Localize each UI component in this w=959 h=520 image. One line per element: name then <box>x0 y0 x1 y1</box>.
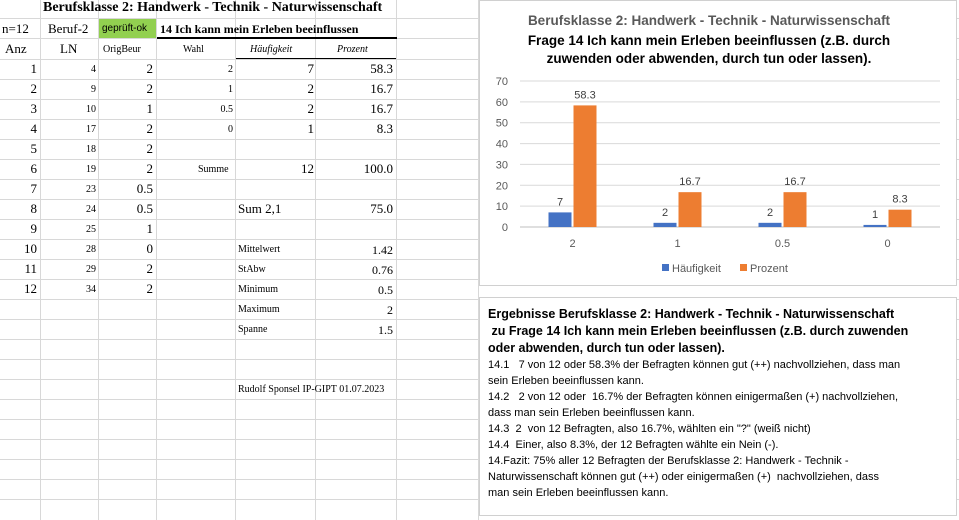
chart-title-line3: zuwenden oder abwenden, durch tun oder lassen). <box>546 51 872 66</box>
chart-y-tick-label: 10 <box>495 201 508 214</box>
row-origbeur: 2 <box>146 281 153 296</box>
row-ln: 18 <box>86 144 96 155</box>
results-heading3: oder abwenden, durch tun oder lassen). <box>488 341 725 355</box>
results-line: man sein Erleben beeinflussen kann. <box>488 487 669 499</box>
results-line: sein Erleben beeinflussen kann. <box>488 375 644 387</box>
stat-label: Maximum <box>238 304 280 315</box>
bar-prozent <box>784 192 807 227</box>
bar-value-label: 58.3 <box>574 89 596 102</box>
sum21-label: Sum 2,1 <box>238 201 282 216</box>
row-anz: 10 <box>24 241 37 256</box>
freq-wahl: 1 <box>228 84 233 95</box>
row-ln: 17 <box>86 124 96 135</box>
legend-swatch <box>662 264 669 271</box>
bar-haeufigkeit <box>549 212 572 227</box>
row-ln: 23 <box>86 184 96 195</box>
bar-haeufigkeit <box>759 223 782 227</box>
chart-x-tick-label: 0 <box>884 238 891 250</box>
bar-chart <box>480 1 958 287</box>
row-ln: 24 <box>86 204 96 215</box>
row-origbeur: 1 <box>146 221 153 236</box>
row-ln: 34 <box>86 284 96 295</box>
header-prozent: Prozent <box>337 44 368 55</box>
summe-p: 100.0 <box>363 161 393 176</box>
bar-prozent <box>679 192 702 227</box>
results-line: Naturwissenschaft können gut (++) oder einigermaßen (+) nachvollziehen, dass <box>488 471 880 483</box>
chart-x-ticks <box>569 238 890 250</box>
question-underline <box>157 37 397 39</box>
chart-y-tick-label: 60 <box>495 96 508 109</box>
freq-p: 16.7 <box>370 81 393 96</box>
chart-y-ticks <box>496 76 508 234</box>
stat-value: 2 <box>387 303 393 317</box>
stat-label: Spanne <box>238 324 268 335</box>
row-ln: 25 <box>86 224 96 235</box>
chart-y-tick-label: 50 <box>495 117 508 130</box>
row-ln: 28 <box>86 244 96 255</box>
row-anz: 1 <box>30 61 37 76</box>
chart-bars <box>549 105 912 227</box>
row-anz: 9 <box>30 221 37 236</box>
freq-wahl: 2 <box>228 64 233 75</box>
bar-haeufigkeit <box>654 223 677 227</box>
chart-y-tick-label: 70 <box>495 76 508 88</box>
chart-x-tick-label: 2 <box>569 238 576 250</box>
chart-panel <box>479 0 957 286</box>
row-anz: 11 <box>24 261 37 276</box>
chart-y-tick-label: 30 <box>495 159 508 172</box>
bar-value-label: 7 <box>556 196 564 209</box>
summe-h: 12 <box>301 161 314 176</box>
results-panel <box>479 297 957 516</box>
results-line: 14.3 2 von 12 Befragten, also 16.7%, wählten ein "?" (weiß nicht) <box>488 423 811 435</box>
n-label: n=12 <box>2 21 29 36</box>
legend-label: Prozent <box>750 263 788 275</box>
row-anz: 7 <box>30 181 37 196</box>
header-anz: Anz <box>5 41 27 56</box>
row-origbeur: 2 <box>146 161 153 176</box>
bar-value-label: 16.7 <box>784 176 806 189</box>
row-anz: 8 <box>30 201 37 216</box>
header-origbeur: OrigBeur <box>103 44 141 55</box>
chart-legend <box>662 263 788 275</box>
sheet-title: Berufsklasse 2: Handwerk - Technik - Naturwissenschaft <box>43 0 383 15</box>
row-ln: 4 <box>91 64 96 75</box>
header-wahl: Wahl <box>183 44 204 55</box>
bar-value-label: 2 <box>661 206 669 219</box>
freq-h: 7 <box>307 61 314 76</box>
stat-label: Minimum <box>238 284 279 295</box>
row-origbeur: 2 <box>146 121 153 136</box>
freq-h: 1 <box>307 121 314 136</box>
row-origbeur: 0.5 <box>136 201 153 216</box>
row-origbeur: 2 <box>146 81 153 96</box>
freq-p: 8.3 <box>376 121 393 136</box>
bar-prozent <box>889 210 912 227</box>
chart-x-tick-label: 0.5 <box>774 238 791 250</box>
row-origbeur: 2 <box>146 141 153 156</box>
freq-wahl: 0 <box>228 124 233 135</box>
bar-value-label: 2 <box>766 206 774 219</box>
row-origbeur: 0.5 <box>136 181 153 196</box>
freq-wahl: 0.5 <box>220 104 233 115</box>
bar-value-label: 1 <box>871 208 879 221</box>
freq-p: 58.3 <box>370 61 393 76</box>
results-line: 14.1 7 von 12 oder 58.3% der Befragten können gut (++) nachvollziehen, dass man <box>488 359 901 371</box>
results-heading2: zu Frage 14 Ich kann mein Erleben beeinflussen (z.B. durch zuwenden <box>488 324 909 338</box>
stat-value: 0.5 <box>378 283 393 297</box>
legend-label: Häufigkeit <box>672 263 721 275</box>
header-ln: LN <box>60 41 78 56</box>
beruf-label: Beruf-2 <box>48 21 89 36</box>
freq-h: 2 <box>307 101 314 116</box>
row-origbeur: 2 <box>146 261 153 276</box>
stat-label: Mittelwert <box>238 244 281 255</box>
results-line: 14.4 Einer, also 8.3%, der 12 Befragten wählte ein Nein (-). <box>488 439 779 451</box>
row-ln: 10 <box>86 104 96 115</box>
stat-value: 1.5 <box>378 323 393 337</box>
question-label: 14 Ich kann mein Erleben beeinflussen <box>160 22 359 36</box>
row-ln: 19 <box>86 164 96 175</box>
chart-y-tick-label: 20 <box>495 180 508 193</box>
bar-haeufigkeit <box>864 225 887 227</box>
row-origbeur: 0 <box>146 241 153 256</box>
results-lines <box>488 357 956 501</box>
author-line: Rudolf Sponsel IP-GIPT 01.07.2023 <box>238 384 385 395</box>
header-haeufigkeit: Häufigkeit <box>250 44 293 55</box>
chart-title-line2: Frage 14 Ich kann mein Erleben beeinflussen (z.B. durch <box>527 33 891 48</box>
sum21-p: 75.0 <box>370 201 393 216</box>
row-anz: 4 <box>30 121 37 136</box>
summe-label: Summe <box>198 164 229 175</box>
results-line: 14.2 2 von 12 oder 16.7% der Befragten können einigermaßen (+) nachvollziehen, <box>488 391 899 403</box>
stat-value: 0.76 <box>372 263 393 277</box>
row-origbeur: 2 <box>146 61 153 76</box>
chart-title-line1: Berufsklasse 2: Handwerk - Technik - Naturwissenschaft <box>527 13 891 28</box>
row-anz: 12 <box>24 281 37 296</box>
stat-value: 1.42 <box>372 243 393 257</box>
results-line: 14.Fazit: 75% aller 12 Befragten der Berufsklasse 2: Handwerk - Technik - <box>488 455 849 467</box>
row-ln: 9 <box>91 84 96 95</box>
row-ln: 29 <box>86 264 96 275</box>
bar-value-label: 16.7 <box>679 176 701 189</box>
row-anz: 3 <box>30 101 37 116</box>
freq-p: 16.7 <box>370 101 393 116</box>
chart-y-tick-label: 0 <box>501 222 508 234</box>
row-anz: 5 <box>30 141 37 156</box>
bar-prozent <box>574 105 597 227</box>
freq-h: 2 <box>307 81 314 96</box>
row-origbeur: 1 <box>146 101 153 116</box>
bar-value-label: 8.3 <box>892 193 908 206</box>
row-anz: 6 <box>30 161 37 176</box>
chart-y-tick-label: 40 <box>495 138 508 151</box>
stat-label: StAbw <box>238 264 266 275</box>
results-heading1: Ergebnisse Berufsklasse 2: Handwerk - Technik - Naturwissenschaft <box>488 307 895 321</box>
chart-value-labels <box>557 89 908 221</box>
chart-x-tick-label: 1 <box>674 238 681 250</box>
results-line: dass man sein Erleben beeinflussen kann. <box>488 407 695 419</box>
row-anz: 2 <box>30 81 37 96</box>
legend-swatch <box>740 264 747 271</box>
checked-badge: geprüft-ok <box>99 19 156 38</box>
